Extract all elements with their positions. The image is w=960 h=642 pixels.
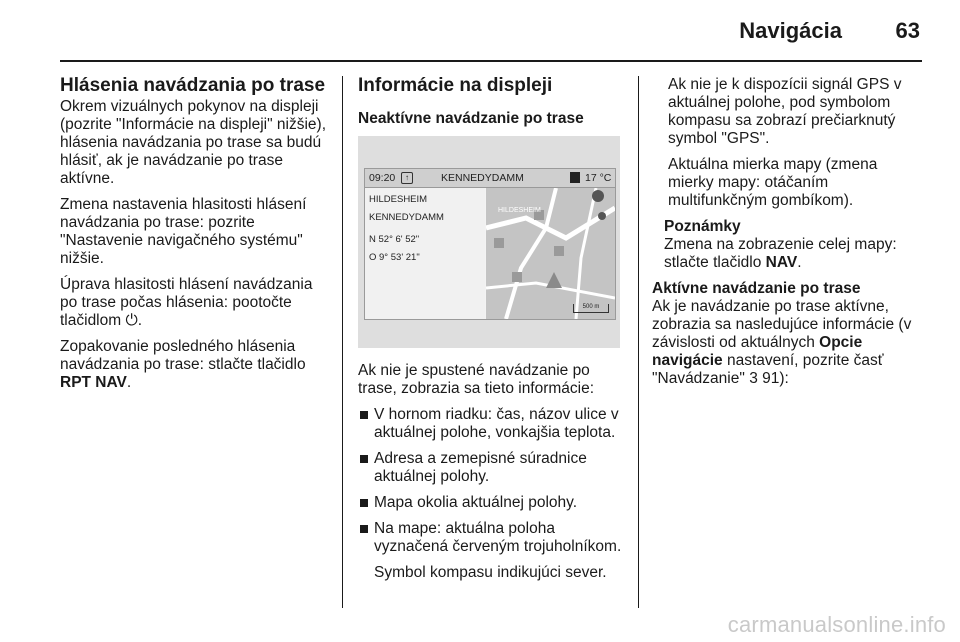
display-temperature: 17 °C <box>585 172 612 184</box>
paragraph-text: Zopakovanie posledného hlásenia navádzania po trase: stlačte tlačidlo <box>60 338 306 373</box>
list-item: Adresa a zemepisné súradnice aktuálnej polohy. <box>358 450 622 486</box>
header-rule <box>60 60 922 62</box>
list-item: V hornom riadku: čas, názov ulice v aktuálnej polohe, vonkajšia teplota. <box>358 406 622 442</box>
punctuation: . <box>126 374 132 391</box>
scale-note: Aktuálna mierka mapy (zmena mierky mapy: otáčaním multifunkčným gombíkom). <box>668 156 878 209</box>
info-line: O 9° 53' 21" <box>369 252 420 263</box>
paragraph <box>60 276 330 330</box>
paragraph-text: nastavení, pozrite časť "Navádzanie" <box>652 352 884 387</box>
paragraph-text: Zmena na zobrazenie celej mapy: stlačte tlačidlo <box>664 236 897 271</box>
map-city-label: HILDESHEIM <box>498 207 541 214</box>
info-line: HILDESHEIM <box>369 194 428 205</box>
info-bullet-list <box>358 406 622 556</box>
paragraph: Okrem vizuálnych pokynov na displeji (pozrite "Informácie na displeji" nižšie), hlásenia navádzania po trase sa budú hlásiť, ak je navádzanie po trase aktívne. <box>60 98 326 187</box>
right-column <box>652 76 924 396</box>
compass-note: Symbol kompasu indikujúci sever. <box>374 564 607 581</box>
button-name-rpt-nav: RPT NAV <box>60 374 127 391</box>
display-info-panel <box>365 188 485 319</box>
page-number: 63 <box>895 18 920 43</box>
display-screen <box>364 168 616 320</box>
display-top-bar <box>365 169 615 188</box>
punctuation: . <box>797 254 802 271</box>
thermometer-icon <box>570 172 580 183</box>
knob-icon: ⏻ <box>125 312 138 329</box>
menu-name-nav-options: Opcie navigácie <box>652 334 863 369</box>
notes-paragraph <box>652 236 924 272</box>
active-guidance-paragraph <box>652 298 924 388</box>
list-item: Mapa okolia aktuálnej polohy. <box>358 494 622 512</box>
header-title: Navigácia <box>739 18 842 43</box>
info-line: N 52° 6' 52" <box>369 234 420 245</box>
compass-icon: ↑ <box>401 172 413 184</box>
watermark: carmanualsonline.info <box>727 612 946 637</box>
paragraph: Ak nie je spustené navádzanie po trase, zobrazia sa tieto informácie: <box>358 362 595 397</box>
paragraph-text: 91): <box>762 370 789 387</box>
paragraph-text: Ak je navádzanie po trase aktívne, zobrazia sa nasledujúce informácie (v závislosti od aktuálnych <box>652 298 912 351</box>
middle-column <box>358 76 622 590</box>
section-heading-announcements: Hlásenia navádzania po trase <box>60 75 326 96</box>
info-line: KENNEDYDAMM <box>369 212 444 223</box>
left-column <box>60 76 330 400</box>
display-street: KENNEDYDAMM <box>441 172 524 184</box>
paragraph: Zmena nastavenia hlasitosti hlásení navádzania po trase: pozrite "Nastavenie navigačného systému" nižšie. <box>60 196 307 267</box>
page-ref-icon: 3 <box>749 370 758 387</box>
notes-heading: Poznámky <box>664 218 741 235</box>
page-header <box>0 0 960 58</box>
display-map <box>486 188 615 319</box>
list-item: Na mape: aktuálna poloha vyznačená červeným trojuholníkom. <box>358 520 622 556</box>
subheading-inactive-guidance: Neaktívne navádzanie po trase <box>358 110 584 127</box>
paragraph <box>60 338 330 392</box>
paragraph-text: Úprava hlasitosti hlásení navádzania po trase počas hlásenia: pootočte tlačidlom <box>60 276 313 329</box>
gps-note: Ak nie je k dispozícii signál GPS v aktuálnej polohe, pod symbolom kompasu sa zobrazí prečiarknutý symbol "GPS". <box>668 76 902 147</box>
subheading-active-guidance: Aktívne navádzanie po trase <box>652 280 861 297</box>
section-heading-display-info: Informácie na displeji <box>358 75 553 96</box>
column-divider <box>638 76 639 608</box>
button-name-nav: NAV <box>765 254 798 271</box>
display-time: 09:20 <box>369 172 396 184</box>
punctuation: . <box>137 312 143 329</box>
column-divider <box>342 76 343 608</box>
map-scale: 500 m <box>573 304 609 313</box>
display-figure <box>358 136 620 348</box>
